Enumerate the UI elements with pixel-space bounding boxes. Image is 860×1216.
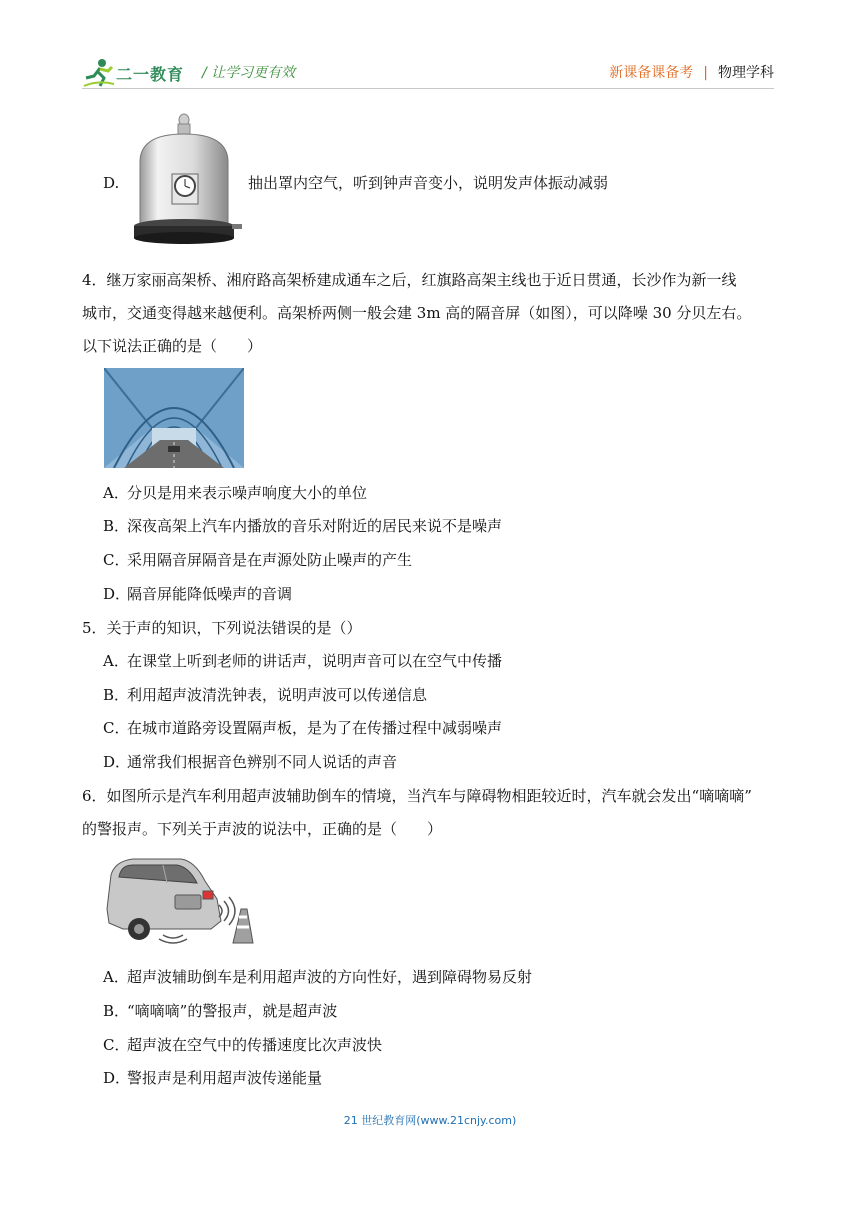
q4-option-c bbox=[103, 549, 412, 571]
q4-stem-line1: 4．继万家丽高架桥、湘府路高架桥建成通车之后，红旗路高架主线也于近日贯通，长沙作为新一线 bbox=[82, 271, 737, 289]
q5-option-d bbox=[103, 751, 397, 773]
option-letter: D． bbox=[103, 585, 131, 603]
header-divider bbox=[82, 88, 774, 89]
q6-option-d bbox=[103, 1067, 322, 1089]
q6-stem-line1: 6．如图所示是汽车利用超声波辅助倒车的情境，当汽车与障碍物相距较近时，汽车就会发出“嘀嘀嘀” bbox=[82, 787, 752, 805]
option-letter: A． bbox=[103, 652, 129, 670]
option-text: 超声波在空气中的传播速度比次声波快 bbox=[127, 1036, 383, 1054]
option-text: 采用隔音屏隔音是在声源处防止噪声的产生 bbox=[127, 551, 413, 569]
q3-option-d-text: 抽出罩内空气，听到钟声音变小，说明发声体振动减弱 bbox=[248, 174, 609, 192]
header-subject: 物理学科 bbox=[718, 65, 774, 81]
q4-option-b bbox=[103, 515, 502, 537]
option-text: “嘀嘀嘀”的警报声，就是超声波 bbox=[127, 1002, 338, 1020]
bell-jar-image bbox=[132, 112, 242, 246]
option-text: 深夜高架上汽车内播放的音乐对附近的居民来说不是噪声 bbox=[127, 517, 503, 535]
q4-option-d bbox=[103, 583, 292, 605]
q5-option-a bbox=[103, 650, 502, 672]
option-letter: B． bbox=[103, 517, 130, 535]
option-text: 隔音屏能降低噪声的音调 bbox=[127, 585, 293, 603]
q6-option-b bbox=[103, 1000, 337, 1022]
option-text: 超声波辅助倒车是利用超声波的方向性好，遇到障碍物易反射 bbox=[127, 968, 533, 986]
header-highlight: 新课备课备考 bbox=[609, 65, 694, 81]
option-text: 警报声是利用超声波传递能量 bbox=[127, 1069, 323, 1087]
logo-text: 二一教育 bbox=[116, 65, 185, 84]
option-letter: D． bbox=[103, 1069, 131, 1087]
q5-stem: 5．关于声的知识，下列说法错误的是（） bbox=[82, 619, 362, 637]
q5-option-b bbox=[103, 684, 427, 706]
q6-option-c bbox=[103, 1034, 382, 1056]
header-slogan: / 让学习更有效 bbox=[202, 65, 296, 81]
q6-option-a bbox=[103, 966, 532, 988]
option-letter: A． bbox=[103, 968, 129, 986]
option-letter: A． bbox=[103, 484, 129, 502]
parking-sensor-car-image bbox=[103, 855, 255, 947]
logo bbox=[82, 58, 192, 88]
option-letter: D． bbox=[103, 753, 131, 771]
option-text: 利用超声波清洗钟表，说明声波可以传递信息 bbox=[127, 686, 428, 704]
option-text: 分贝是用来表示噪声响度大小的单位 bbox=[127, 484, 368, 502]
option-letter: B． bbox=[103, 686, 130, 704]
option-letter: C． bbox=[103, 551, 130, 569]
q5-option-c bbox=[103, 717, 502, 739]
header-separator: | bbox=[703, 65, 708, 81]
option-letter: C． bbox=[103, 719, 130, 737]
q4-stem-line2: 城市，交通变得越来越便利。高架桥两侧一般会建 3m 高的隔音屏（如图），可以降噪 30 分贝左右。 bbox=[82, 304, 752, 322]
option-text: 通常我们根据音色辨别不同人说话的声音 bbox=[127, 753, 398, 771]
q4-option-a bbox=[103, 482, 367, 504]
option-text: 在城市道路旁设置隔声板，是为了在传播过程中减弱噪声 bbox=[127, 719, 503, 737]
sound-barrier-tunnel-image bbox=[104, 368, 244, 468]
option-letter: B． bbox=[103, 1002, 130, 1020]
page-footer[interactable]: 21 世纪教育网(www.21cnjy.com) bbox=[343, 1114, 517, 1127]
q4-stem-line3: 以下说法正确的是（ ） bbox=[82, 337, 263, 355]
page-header bbox=[82, 58, 774, 88]
runner-logo-icon bbox=[82, 58, 116, 88]
header-right bbox=[609, 62, 774, 82]
option-letter: C． bbox=[103, 1036, 130, 1054]
q3-option-d-letter: D. bbox=[103, 174, 120, 192]
option-text: 在课堂上听到老师的讲话声，说明声音可以在空气中传播 bbox=[127, 652, 503, 670]
q6-stem-line2: 的警报声。下列关于声波的说法中，正确的是（ ） bbox=[82, 820, 443, 838]
